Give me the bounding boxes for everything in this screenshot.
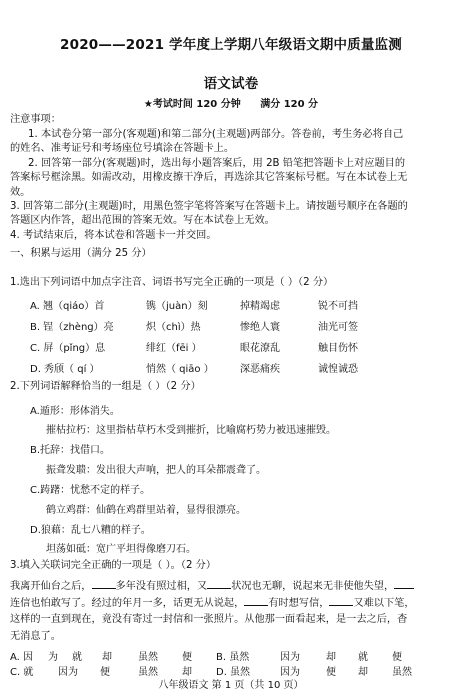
q1-option-d-word4: 诚惶诚恐 bbox=[318, 364, 358, 375]
q1-option-b-word4: 油光可签 bbox=[318, 322, 358, 333]
q1-option-d-word3: 深恶痛疾 bbox=[240, 364, 280, 375]
notes-line: 答题区内作答，超出范围的答案无效。写在本试卷上无效。 bbox=[10, 215, 275, 226]
notes-line: 的姓名、准考证号和考场座位号填涂在答题卡上。 bbox=[10, 143, 235, 154]
passage-text: 状况也无聊，说起来无非使他失望， bbox=[231, 581, 395, 592]
q3-option-d-4: 却 bbox=[358, 667, 368, 678]
section-heading: 一、积累与运用（满分 25 分） bbox=[10, 248, 152, 259]
q3-option-a-4: 却 bbox=[102, 652, 112, 663]
q3-option-d-5: 虽然 bbox=[392, 667, 412, 678]
q1-option-d-word2: 悄然（ qiāo ） bbox=[146, 364, 214, 375]
fill-blank bbox=[207, 579, 231, 589]
q3-option-d-2: 因为 bbox=[280, 667, 300, 678]
q3-option-b-2: 因为 bbox=[280, 652, 300, 663]
q3-option-b-3: 却 bbox=[326, 652, 336, 663]
q2-option-b: B.托辞：找借口。 bbox=[30, 445, 111, 456]
q3-passage-line: 无消息了。 bbox=[10, 631, 61, 642]
q3-option-b-1: B. 虽然 bbox=[216, 652, 250, 663]
notes-line: 1. 本试卷分第一部分(客观题)和第二部分(主观题)两部分。答卷前，考生务必将自己 bbox=[28, 129, 404, 140]
q3-option-a-3: 就 bbox=[72, 652, 82, 663]
q1-option-a-word1: A. 翘（qiáo）首 bbox=[30, 301, 105, 312]
q2-option-a: A.遁形：形体消失。 bbox=[30, 406, 120, 417]
q3-option-d-1: D. 虽然 bbox=[216, 667, 251, 678]
notes-heading: 注意事项： bbox=[10, 114, 61, 125]
q1-option-c-word1: C. 屏（pǐng）息 bbox=[30, 343, 106, 354]
q1-option-a-word4: 锐不可挡 bbox=[318, 301, 358, 312]
q1-option-a-word3: 掉精竭虑 bbox=[240, 301, 280, 312]
exam-time: ★考试时间 120 分钟 bbox=[143, 99, 241, 110]
q3-passage-line bbox=[10, 596, 415, 611]
question-3-stem: 3.填入关联词完全正确的一项是（ ）。（2 分） bbox=[10, 560, 217, 571]
q1-option-a-word2: 镌（juàn）刻 bbox=[146, 301, 208, 312]
question-2-stem: 2.下列词语解释恰当的一组是（ ）（2 分） bbox=[10, 381, 201, 392]
exam-score: 满分 120 分 bbox=[260, 99, 319, 110]
q2-option-d: D.狼藉：乱七八糟的样子。 bbox=[30, 525, 151, 536]
q3-option-a-6: 便 bbox=[182, 652, 192, 663]
q1-option-b-word1: B. 锃（zhèng）亮 bbox=[30, 322, 114, 333]
q2-option-d-explanation: 坦荡如砥：宽广平坦得像磨刀石。 bbox=[46, 544, 196, 555]
notes-line: 4. 考试结束后，将本试卷和答题卡一并交回。 bbox=[10, 230, 217, 241]
q3-option-b-5: 便 bbox=[392, 652, 402, 663]
passage-text: 连信也怕敢写了。经过的年月一多，话更无从说起， bbox=[10, 598, 245, 609]
fill-blank bbox=[394, 579, 414, 589]
q3-option-d-3: 便 bbox=[326, 667, 336, 678]
passage-text: 又难以下笔， bbox=[353, 598, 415, 609]
q2-option-b-explanation: 振聋发聩：发出很大声响，把人的耳朵都震聋了。 bbox=[46, 465, 266, 476]
q2-option-c: C.踌躇：忧愁不定的样子。 bbox=[30, 485, 151, 496]
fill-blank bbox=[92, 579, 116, 589]
exam-meta bbox=[0, 95, 462, 110]
q1-option-b-word2: 炽（chì）热 bbox=[146, 322, 201, 333]
page-footer: 八年级语文 第 1 页（共 10 页） bbox=[158, 680, 304, 691]
notes-line: 效。 bbox=[10, 187, 31, 198]
q2-option-c-explanation: 鹤立鸡群：仙鹤在鸡群里站着，显得很漂亮。 bbox=[46, 505, 246, 516]
q2-option-a-explanation: 摧枯拉朽：这里指枯草朽木受到摧折，比喻腐朽势力被迅速摧毁。 bbox=[46, 425, 336, 436]
q3-option-a-1: A. 因 bbox=[10, 652, 34, 663]
passage-text: 我离开仙台之后， bbox=[10, 581, 92, 592]
q3-option-c-3: 便 bbox=[100, 667, 110, 678]
q1-option-d-word1: D. 秀颀（ qí ） bbox=[30, 364, 100, 375]
q3-option-c-1: C. 就 bbox=[10, 667, 34, 678]
notes-line: 2. 回答第一部分(客观题)时，选出每小题答案后，用 2B 铅笔把答题卡上对应题目的 bbox=[28, 158, 406, 169]
q1-option-b-word3: 惨绝人寰 bbox=[240, 322, 280, 333]
q3-option-a-5: 虽然 bbox=[138, 652, 158, 663]
q3-passage-line bbox=[10, 579, 414, 594]
paper-subtitle: 语文试卷 bbox=[203, 76, 259, 92]
fill-blank bbox=[244, 596, 268, 606]
q3-option-c-2: 因为 bbox=[58, 667, 78, 678]
exam-title: 2020——2021 学年度上学期八年级语文期中质量监测 bbox=[60, 37, 402, 53]
fill-blank bbox=[329, 596, 353, 606]
q3-option-b-4: 就 bbox=[358, 652, 368, 663]
q1-option-c-word4: 触目伤怀 bbox=[318, 343, 358, 354]
passage-text: 多年没有照过相，又 bbox=[115, 581, 208, 592]
question-1-stem: 1.选出下列词语中加点字注音、词语书写完全正确的一项是（ ）（2 分） bbox=[10, 277, 334, 288]
notes-line: 3. 回答第二部分(主观题)时，用黑色签字笔将答案写在答题卡上。请按题号顺序在各题的 bbox=[10, 201, 408, 212]
q1-option-c-word3: 眼花潦乱 bbox=[240, 343, 280, 354]
q3-option-c-5: 却 bbox=[182, 667, 192, 678]
notes-line: 答案标号框涂黑。如需改动，用橡皮擦干净后，再选涂其它答案标号框。写在本试卷上无 bbox=[10, 172, 408, 183]
passage-text: 有时想写信， bbox=[268, 598, 330, 609]
q3-option-c-4: 虽然 bbox=[138, 667, 158, 678]
q3-option-a-2: 为 bbox=[48, 652, 58, 663]
q1-option-c-word2: 绯红（fēi ） bbox=[146, 343, 202, 354]
q3-passage-line: 这样的一直到现在，竟没有寄过一封信和一张照片。从他那一面看起来，是一去之后，杳 bbox=[10, 614, 408, 625]
